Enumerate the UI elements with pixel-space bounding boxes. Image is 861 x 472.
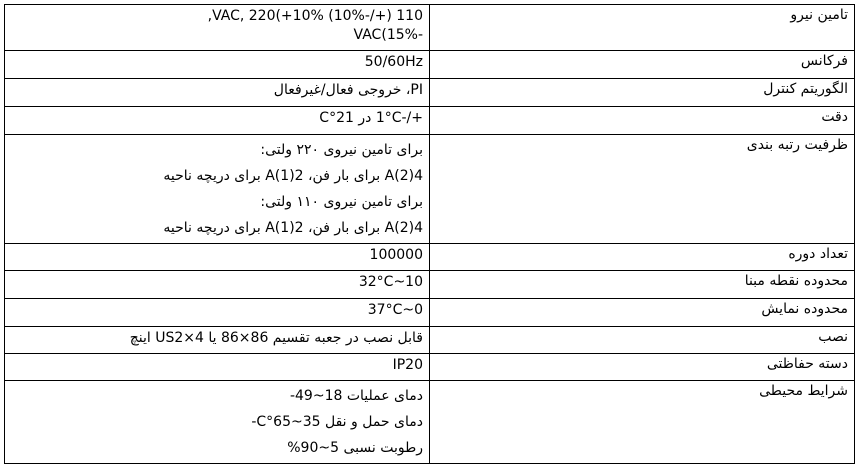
spec-value — [5, 135, 430, 244]
spec-row-setpoint-range — [5, 271, 855, 299]
value-line: دمای حمل و نقل 35~65°C- — [251, 414, 423, 430]
spec-value — [5, 299, 430, 327]
value-line: +/-1°C در 21°C — [319, 110, 423, 126]
value-line: PI، خروجی فعال/غیرفعال — [273, 82, 423, 98]
spec-row-environment — [5, 381, 855, 464]
spec-value — [5, 5, 430, 51]
spec-label: دسته حفاظتی — [430, 354, 855, 381]
spec-value — [5, 381, 430, 464]
value-line: برای تامین نیروی ۲۲۰ ولتی: — [260, 142, 423, 158]
spec-label: نصب — [430, 327, 855, 354]
spec-row-display-range — [5, 299, 855, 327]
spec-label: فرکانس — [430, 51, 855, 79]
value-line: -15%)VAC — [353, 26, 423, 43]
value-line: 110 (+/-10%) VAC, 220(+10%, — [207, 8, 423, 24]
spec-label: دقت — [430, 107, 855, 135]
value-line: IP20 — [392, 357, 423, 373]
spec-row-frequency — [5, 51, 855, 79]
spec-row-protection-class — [5, 354, 855, 381]
value-line: 50/60Hz — [364, 54, 423, 70]
spec-label: تعداد دوره — [430, 244, 855, 271]
spec-value — [5, 244, 430, 271]
value-line: 4(2)A برای بار فن، 2(1)A برای دریچه ناحیه — [163, 168, 423, 184]
spec-label: ظرفیت رتبه بندی — [430, 135, 855, 244]
spec-label: تامین نیرو — [430, 5, 855, 51]
spec-value — [5, 51, 430, 79]
value-line: قابل نصب در جعبه تقسیم 86×86 یا US2×4 اینچ — [129, 330, 423, 346]
value-line: برای تامین نیروی ۱۱۰ ولتی: — [260, 194, 423, 210]
spec-label: شرایط محیطی — [430, 381, 855, 464]
spec-row-rated-capacity — [5, 135, 855, 244]
spec-value — [5, 327, 430, 354]
spec-table — [4, 4, 855, 464]
spec-row-accuracy — [5, 107, 855, 135]
spec-value — [5, 271, 430, 299]
spec-row-cycle-count — [5, 244, 855, 271]
value-line: 0~37°C — [367, 302, 423, 318]
value-line: 4(2)A برای بار فن، 2(1)A برای دریچه ناحیه — [163, 220, 423, 236]
spec-label: محدوده نقطه مبنا — [430, 271, 855, 299]
spec-value — [5, 354, 430, 381]
spec-label: محدوده نمایش — [430, 299, 855, 327]
spec-label: الگوریتم کنترل — [430, 79, 855, 107]
value-line: رطوبت نسبی 5~90% — [287, 440, 423, 456]
value-line: 10~32°C — [358, 274, 423, 290]
value-line: دمای عملیات 18~49- — [289, 388, 423, 404]
spec-row-control-algorithm — [5, 79, 855, 107]
spec-row-power-supply — [5, 5, 855, 51]
spec-value — [5, 79, 430, 107]
value-line: 100000 — [369, 247, 423, 263]
spec-row-installation — [5, 327, 855, 354]
spec-value — [5, 107, 430, 135]
